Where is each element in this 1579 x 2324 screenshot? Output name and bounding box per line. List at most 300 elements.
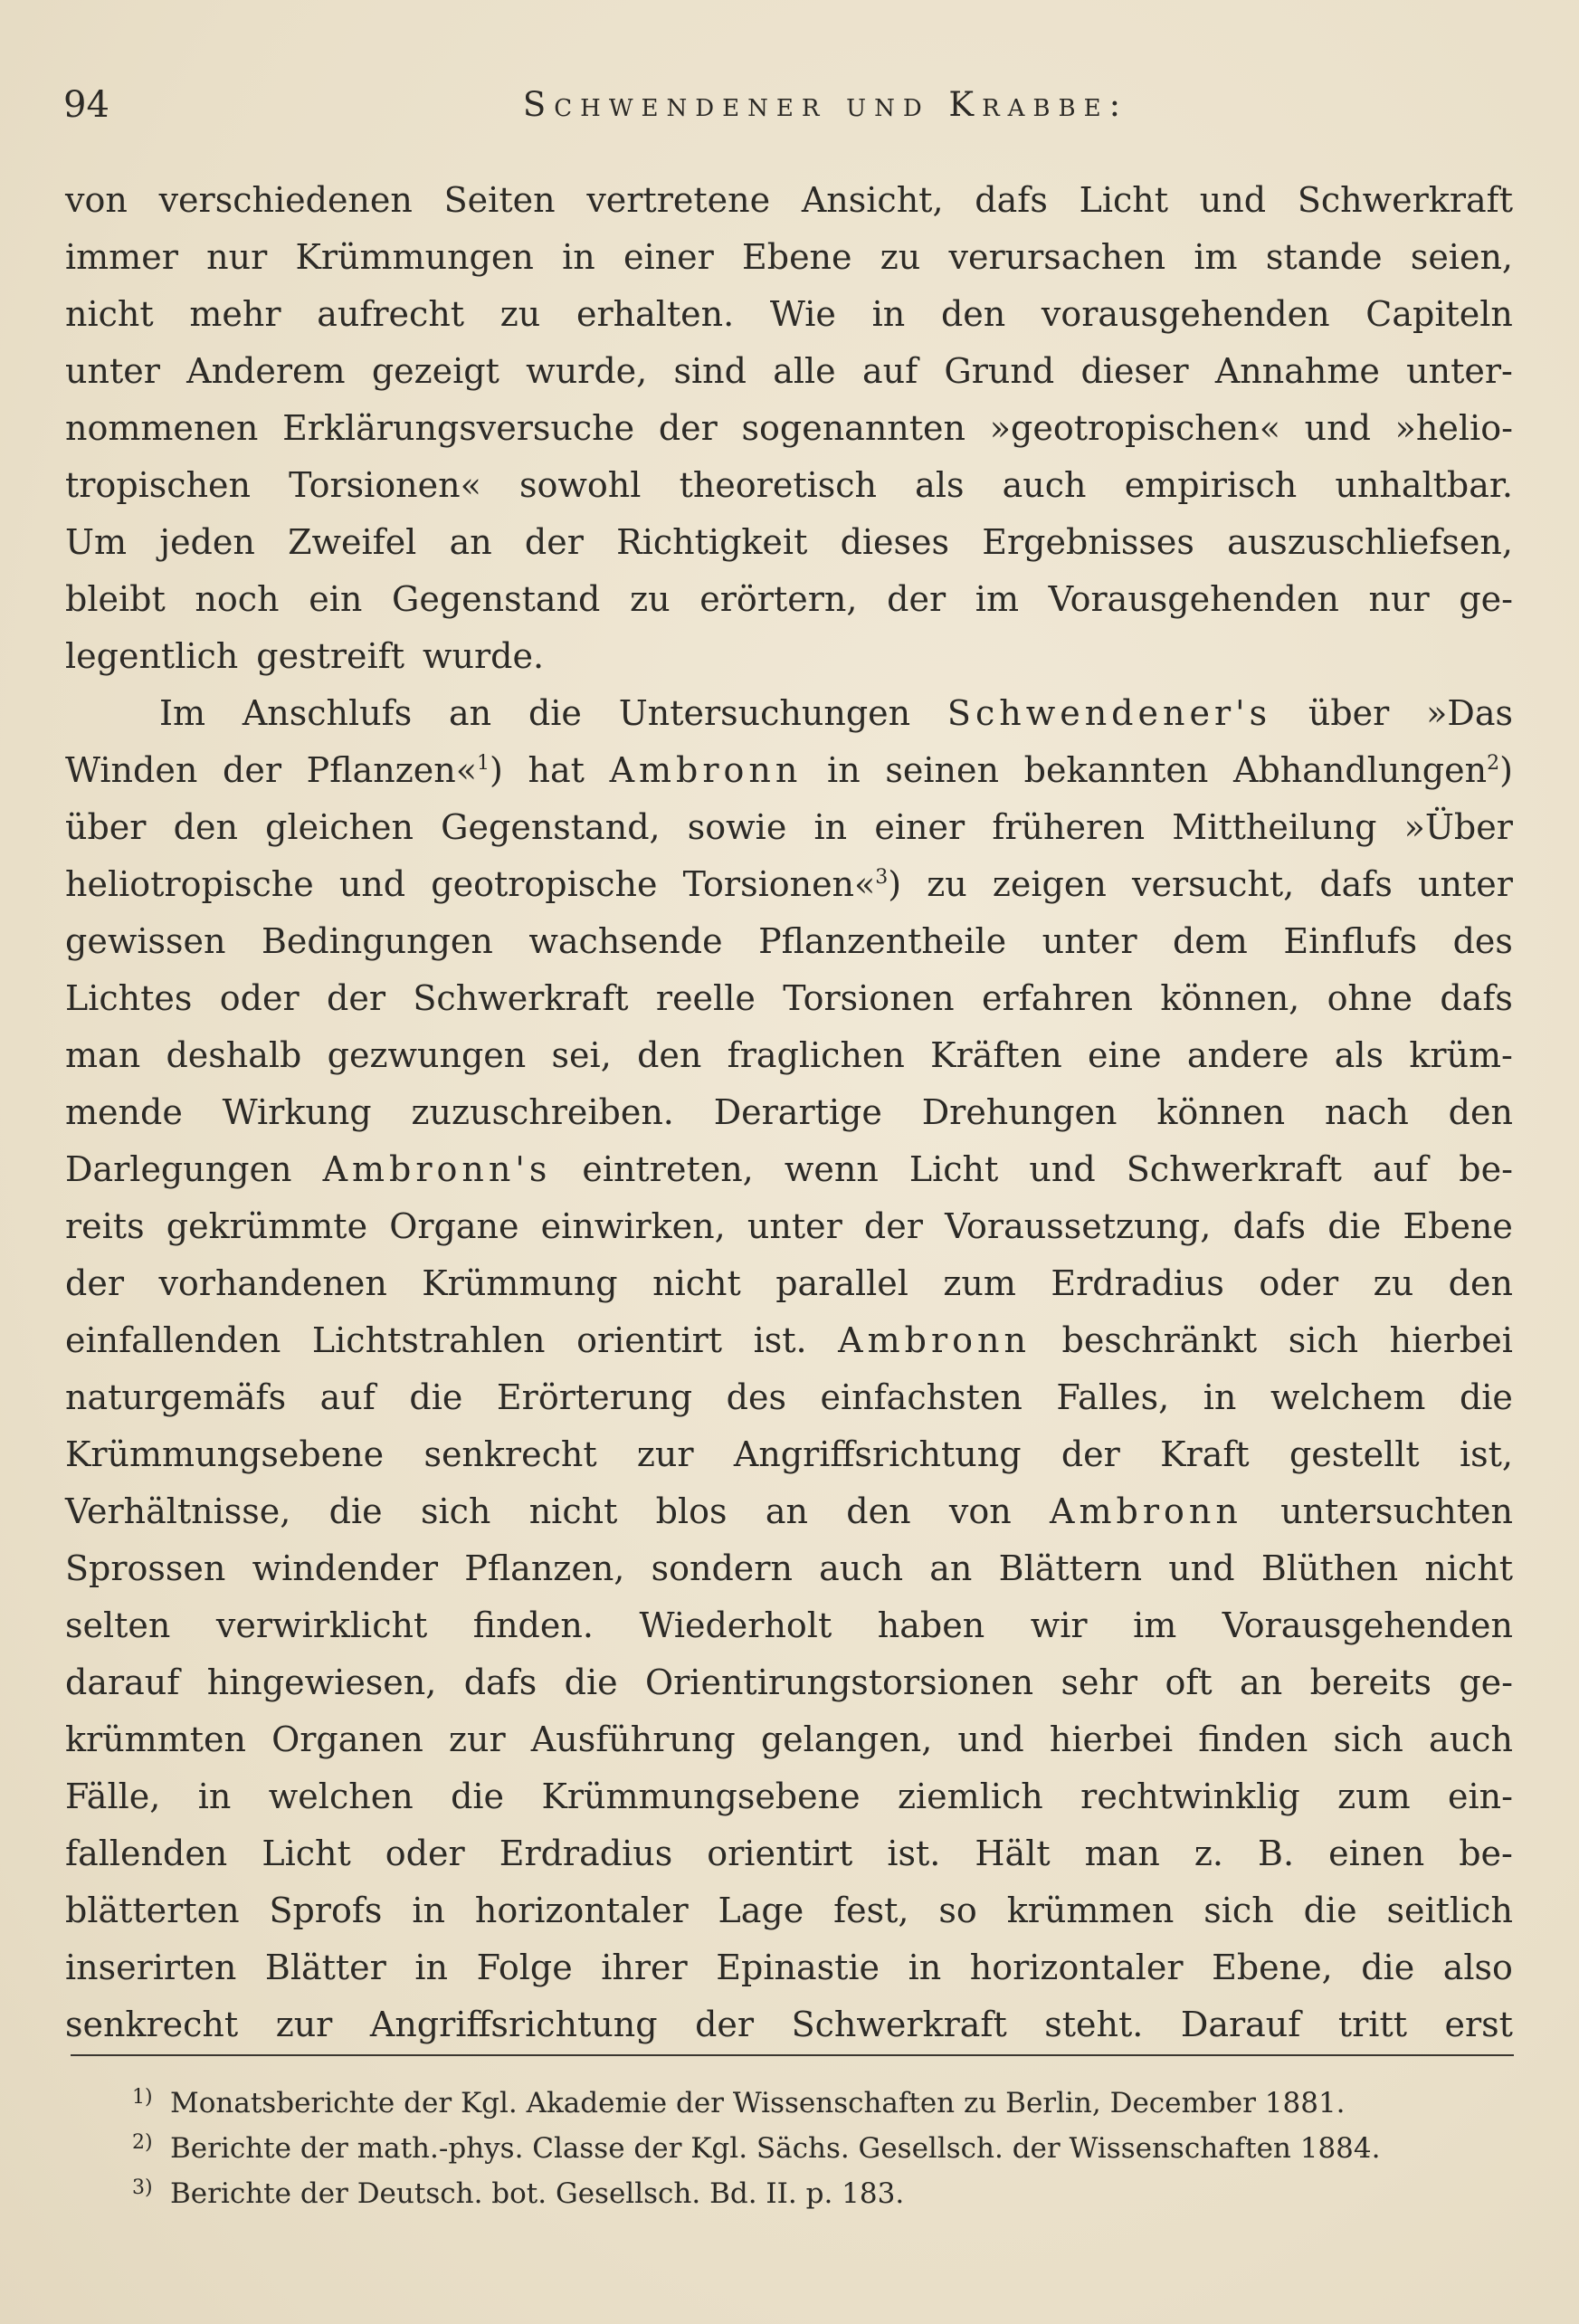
word: Licht [908, 1149, 999, 1189]
word: hierbei [1389, 1320, 1513, 1360]
word: einen [1328, 1833, 1425, 1873]
footnote-text: Berichte der math.-phys. Classe der Kgl. Sächs. Gesellsch. der Wissenschaften 1884. [170, 2132, 1381, 2165]
text-line [65, 1882, 1513, 1939]
word: ein- [1448, 1776, 1513, 1816]
text-line [65, 1255, 1513, 1312]
word: theoretisch [679, 465, 878, 505]
word: eine [1087, 1035, 1162, 1075]
word: Ambronn [609, 750, 803, 790]
word: Krümmungsebene [65, 1434, 385, 1474]
word: der [223, 750, 281, 790]
text-line [65, 1996, 1513, 2053]
word: untersuchten [1280, 1491, 1513, 1531]
word: zuzuschreiben. [411, 1092, 674, 1132]
word: der [658, 408, 718, 448]
word: Drehungen [921, 1092, 1118, 1132]
word: und [1199, 180, 1267, 220]
word: auch [1002, 465, 1087, 505]
text-line [65, 1597, 1513, 1654]
word: Anderem [186, 351, 346, 391]
word: windender [252, 1548, 439, 1588]
word: Schwerkraft [791, 2005, 1007, 2044]
word: Annahme [1214, 351, 1380, 391]
word: die [1361, 1948, 1415, 1987]
word: sogenannten [741, 408, 966, 448]
word: Abhandlungen$^2$) [1233, 750, 1513, 790]
text-line [65, 1141, 1513, 1198]
word: Lichtes [65, 978, 193, 1018]
word: gelangen, [760, 1719, 933, 1759]
word: der [887, 579, 946, 619]
word: Kräften [930, 1035, 1062, 1075]
word: Ebene, [1212, 1948, 1333, 1987]
word: erörtern, [699, 579, 858, 619]
word: dafs [1232, 1206, 1307, 1246]
word: heliotropische [65, 864, 314, 904]
text-line [65, 343, 1513, 400]
word: zeigen [992, 864, 1107, 904]
word: hat [528, 750, 585, 790]
word: unter- [1406, 351, 1513, 391]
word: einfachsten [820, 1377, 1023, 1417]
word: unter [747, 1206, 842, 1246]
word: in [1203, 1377, 1237, 1417]
word: welchen [268, 1776, 414, 1816]
text-line [65, 1711, 1513, 1768]
word: zu [1373, 1263, 1414, 1303]
word: die [409, 1377, 463, 1417]
word: in [562, 237, 595, 277]
word: immer [65, 237, 178, 277]
word: ist. [887, 1833, 941, 1873]
word: und [957, 1719, 1024, 1759]
word: von [948, 1491, 1012, 1531]
word: nicht [528, 1491, 618, 1531]
word: eintreten, [582, 1149, 754, 1189]
word: Organen [271, 1719, 423, 1759]
word: B. [1258, 1833, 1295, 1873]
word: die [528, 693, 582, 733]
word: vorhandenen [158, 1263, 387, 1303]
text-line [65, 514, 1513, 571]
word: an [449, 522, 492, 562]
word: noch [195, 579, 280, 619]
word: in [197, 1776, 232, 1816]
word: einer [874, 807, 965, 847]
word: Ebene [742, 237, 852, 277]
word: Erörterung [496, 1377, 693, 1417]
word: senkrecht [423, 1434, 597, 1474]
word: Licht [1079, 180, 1169, 220]
word: verursachen [948, 237, 1166, 277]
word: Ambronn [1050, 1491, 1242, 1531]
word: nur [1368, 579, 1430, 619]
footnote-mark: 2) [132, 2131, 153, 2154]
word: Mittheilung [1172, 807, 1377, 847]
word: horizontaler [969, 1948, 1184, 1987]
word: man [1084, 1833, 1160, 1873]
word: »Das [1426, 693, 1513, 733]
word: Ansicht, [801, 180, 944, 220]
text-line [65, 970, 1513, 1027]
word: können, [1160, 978, 1300, 1018]
word: den [1448, 1092, 1513, 1132]
word: Krümmung [422, 1263, 618, 1303]
word: Bedingungen [261, 921, 493, 961]
word: an [1240, 1662, 1283, 1702]
word: nur [206, 237, 268, 277]
word: Ergebnisses [982, 522, 1194, 562]
word: Blätter [264, 1948, 386, 1987]
word: steht. [1044, 2005, 1144, 2044]
word: welchem [1270, 1377, 1426, 1417]
footnote [132, 2166, 1520, 2211]
word: nach [1324, 1092, 1409, 1132]
word: reits [65, 1206, 145, 1246]
word: Capiteln [1365, 294, 1513, 334]
word: auf [319, 1377, 376, 1417]
word: Vorausgehenden [1222, 1605, 1513, 1645]
word: orientirt [576, 1320, 723, 1360]
word: sind [673, 351, 747, 391]
word: Winden [65, 750, 198, 790]
footnote [132, 2075, 1520, 2120]
word: über [65, 807, 147, 847]
word: Licht [262, 1833, 351, 1873]
word: unhaltbar. [1335, 465, 1513, 505]
word: auch [1429, 1719, 1513, 1759]
word: in [412, 1891, 445, 1930]
text-line [65, 1483, 1513, 1540]
word: Verhältnisse, [65, 1491, 291, 1531]
word: Pflanzen, [464, 1548, 625, 1588]
word: an [765, 1491, 808, 1531]
text-line [65, 172, 1513, 229]
word: Um [65, 522, 128, 562]
word: im [975, 579, 1019, 619]
text-line [65, 1027, 1513, 1084]
word: deshalb [166, 1035, 302, 1075]
word: inserirten [65, 1948, 237, 1987]
word: auszuschliefsen, [1227, 522, 1513, 562]
word: zu [927, 864, 967, 904]
word: krümmten [65, 1719, 246, 1759]
text-line [65, 742, 1513, 799]
text-line [65, 457, 1513, 514]
word: horizontaler [474, 1891, 689, 1930]
word: unter [65, 351, 160, 391]
word: Richtigkeit [616, 522, 808, 562]
word: als [915, 465, 965, 505]
word: also [1442, 1948, 1513, 1987]
word: dieses [840, 522, 950, 562]
word: be- [1459, 1833, 1513, 1873]
word: Gegenstand, [441, 807, 661, 847]
text-line [65, 799, 1513, 856]
word: ohne [1327, 978, 1413, 1018]
word: fraglichen [727, 1035, 905, 1075]
text-line [65, 1369, 1513, 1426]
word: Organe [389, 1206, 519, 1246]
word: Epinastie [716, 1948, 880, 1987]
word: die [328, 1491, 383, 1531]
word: zum [1337, 1776, 1411, 1816]
word: ihrer [601, 1948, 688, 1987]
word: so [938, 1891, 977, 1930]
word: der [863, 1206, 923, 1246]
word: unter [1418, 864, 1513, 904]
word: und [1304, 408, 1371, 448]
text-line [65, 913, 1513, 970]
word: hingewiesen, [206, 1662, 437, 1702]
word: dafs [463, 1662, 537, 1702]
running-head: Schwendener und Krabbe: [522, 85, 1129, 124]
word: erhalten. [575, 294, 735, 334]
text-line [65, 1426, 1513, 1483]
text-line [65, 1939, 1513, 1996]
word: Folge [476, 1948, 573, 1987]
word: senkrecht [65, 2005, 239, 2044]
word: gewissen [65, 921, 226, 961]
word: die [1303, 1891, 1357, 1930]
word: fest, [833, 1891, 909, 1930]
word: zu [630, 579, 671, 619]
word: in [908, 1948, 942, 1987]
word: auch [819, 1548, 904, 1588]
word: Einflufs [1283, 921, 1418, 961]
text-line [65, 286, 1513, 343]
word: Hält [975, 1833, 1051, 1873]
word: reelle [655, 978, 756, 1018]
word: der [524, 522, 584, 562]
word: ge- [1459, 579, 1513, 619]
word: den [846, 1491, 911, 1531]
word: auf [1372, 1149, 1429, 1189]
word: Untersuchungen [618, 693, 911, 733]
text-line [65, 400, 1513, 457]
word: Blüthen [1260, 1548, 1399, 1588]
word: Erdradius [499, 1833, 673, 1873]
word: unter [1042, 921, 1137, 961]
word: parallel [775, 1263, 908, 1303]
word: tritt [1337, 2005, 1407, 2044]
word: wachsende [528, 921, 723, 961]
word: hierbei [1049, 1719, 1174, 1759]
word: oder [385, 1833, 465, 1873]
footnote-text: Monatsberichte der Kgl. Akademie der Wissenschaften zu Berlin, December 1881. [170, 2087, 1346, 2119]
word: des [726, 1377, 786, 1417]
word: ziemlich [898, 1776, 1043, 1816]
word: tropischen [65, 465, 252, 505]
text-line [65, 1654, 1513, 1711]
text-line [65, 1312, 1513, 1369]
word: Gegenstand [392, 579, 601, 619]
word: und [1029, 1149, 1096, 1189]
word: nicht [652, 1263, 741, 1303]
word: sich [420, 1491, 491, 1531]
word: mende [65, 1092, 183, 1132]
word: bleibt [65, 579, 166, 619]
word: Torsionen«$^3$) [682, 864, 902, 904]
word: geotropische [431, 864, 658, 904]
word: vertretene [586, 180, 771, 220]
text-line [65, 685, 1513, 742]
word: Wiederholt [639, 1605, 832, 1645]
page-number: 94 [63, 84, 109, 126]
word: sehr [1061, 1662, 1138, 1702]
word: auf [861, 351, 918, 391]
word: die [1459, 1377, 1513, 1417]
word: an [449, 693, 492, 733]
word: selten [65, 1605, 171, 1645]
word: Sprofs [269, 1891, 383, 1930]
word: stande [1265, 237, 1383, 277]
word: der [65, 1263, 124, 1303]
word: der [695, 2005, 755, 2044]
word: wurde, [526, 351, 648, 391]
word: jeden [159, 522, 255, 562]
word: sich [1288, 1320, 1359, 1360]
word: wir [1030, 1605, 1088, 1645]
word: Orientirungstorsionen [644, 1662, 1034, 1702]
text-line [65, 628, 1513, 685]
word: sich [1203, 1891, 1274, 1930]
word: einfallenden [65, 1320, 281, 1360]
word: dafs [1319, 864, 1393, 904]
text-line [65, 1540, 1513, 1597]
page-header [63, 78, 1516, 132]
word: den [940, 294, 1006, 334]
word: Im [159, 693, 206, 733]
word: krüm- [1409, 1035, 1513, 1075]
word: Falles, [1056, 1377, 1170, 1417]
word: der [327, 978, 385, 1018]
word: orientirt [707, 1833, 853, 1873]
word: gezeigt [371, 351, 499, 391]
text-line [65, 1768, 1513, 1825]
word: man [65, 1035, 141, 1075]
text-line [65, 571, 1513, 628]
text-line [65, 1825, 1513, 1882]
word: gestellt [1289, 1434, 1420, 1474]
word: verwirklicht [215, 1605, 428, 1645]
word: Vorausgehenden [1048, 579, 1339, 619]
word: bereits [1309, 1662, 1432, 1702]
word: und [1168, 1548, 1235, 1588]
word: können [1156, 1092, 1286, 1132]
word: Torsionen [783, 978, 955, 1018]
footnote-mark: 3) [132, 2176, 153, 2199]
footnote-mark: 1) [132, 2086, 153, 2109]
word: sowohl [518, 465, 642, 505]
word: an [929, 1548, 973, 1588]
word: zur [275, 2005, 333, 2044]
word: darauf [65, 1662, 180, 1702]
word: sei, [551, 1035, 612, 1075]
word: Derartige [713, 1092, 882, 1132]
word: Erklärungsversuche [282, 408, 635, 448]
word: einwirken, [540, 1206, 726, 1246]
word: vorausgehenden [1041, 294, 1330, 334]
word: Erdradius [1051, 1263, 1224, 1303]
word: verschiedenen [158, 180, 413, 220]
word: Sprossen [65, 1548, 226, 1588]
word: Blättern [998, 1548, 1143, 1588]
word: in [813, 807, 848, 847]
word: nommenen [65, 408, 259, 448]
word: Lage [718, 1891, 804, 1930]
text-line [65, 1198, 1513, 1255]
word: blos [655, 1491, 728, 1531]
body-text [65, 172, 1513, 2053]
word: ist, [1459, 1434, 1513, 1474]
word: gestreift [256, 636, 404, 676]
word: Seiten [443, 180, 556, 220]
word: zur [636, 1434, 694, 1474]
word: naturgemäfs [65, 1377, 287, 1417]
word: die [1327, 1206, 1382, 1246]
word: Anschlufs [242, 693, 413, 733]
word: Schwerkraft [1126, 1149, 1342, 1189]
word: fallenden [65, 1833, 228, 1873]
word: gezwungen [327, 1035, 527, 1075]
word: erst [1444, 2005, 1513, 2044]
word: finden. [472, 1605, 594, 1645]
word: ein [309, 579, 363, 619]
word: Kraft [1160, 1434, 1250, 1474]
word: oft [1165, 1662, 1213, 1702]
word: Torsionen« [289, 465, 481, 505]
word: ge- [1459, 1662, 1513, 1702]
word: blätterten [65, 1891, 240, 1930]
word: nicht [1424, 1548, 1513, 1588]
word: finden [1198, 1719, 1308, 1759]
word: »Über [1403, 807, 1513, 847]
word: oder [219, 978, 300, 1018]
word: Ebene [1403, 1206, 1513, 1246]
text-line [65, 1084, 1513, 1141]
word: in [871, 294, 906, 334]
word: früheren [992, 807, 1146, 847]
word: in [414, 1948, 449, 1987]
word: Zweifel [288, 522, 417, 562]
word: Ambronn [838, 1320, 1031, 1360]
word: bekannten [1023, 750, 1209, 790]
word: im [1133, 1605, 1177, 1645]
word: einer [623, 237, 714, 277]
word: in [827, 750, 861, 790]
word: andere [1186, 1035, 1309, 1075]
word: rechtwinklig [1080, 1776, 1300, 1816]
footnotes [132, 2075, 1520, 2211]
word: Krümmungen [295, 237, 534, 277]
word: dafs [1440, 978, 1513, 1018]
word: aufrecht [317, 294, 465, 334]
word: Pflanzentheile [758, 921, 1007, 961]
word: Fälle, [65, 1776, 161, 1816]
word: Darlegungen [65, 1149, 292, 1189]
word: des [1452, 921, 1513, 961]
footnote-divider [71, 2054, 1514, 2056]
word: der [1061, 1434, 1120, 1474]
word: krümmen [1006, 1891, 1175, 1930]
word: von [65, 180, 128, 220]
word: zu [880, 237, 921, 277]
word: Wirkung [222, 1092, 372, 1132]
word: und [338, 864, 406, 904]
word: zur [448, 1719, 506, 1759]
word: legentlich [65, 636, 239, 676]
